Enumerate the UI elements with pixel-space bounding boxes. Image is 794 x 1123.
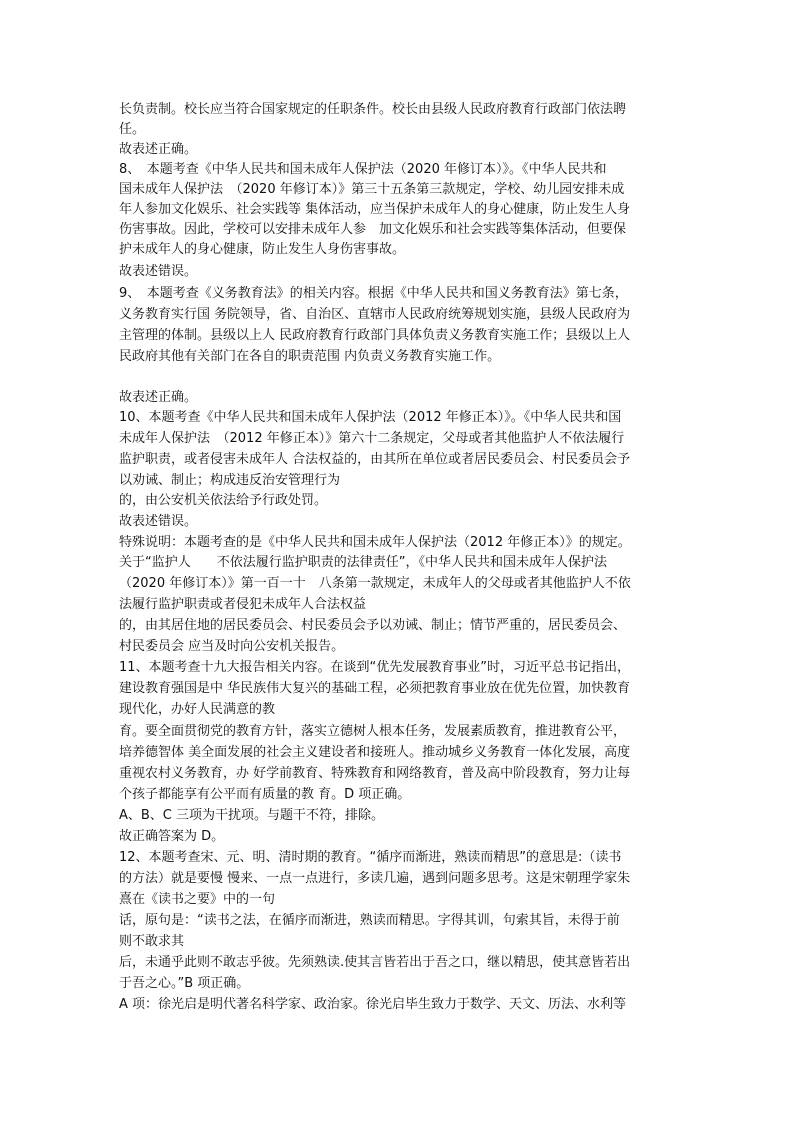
text-line: A、B、C 三项为干扰项。与题干不符，排除。 xyxy=(119,808,385,823)
text-line: 关于“监护人 不依法履行监护职责的法律责任”，《中华人民共和国未成年人保护法 xyxy=(119,555,607,570)
text-line: 个孩子都能享有公平而有质量的教 育。D 项正确。 xyxy=(119,787,411,802)
text-line: 未成年人保护法 （2012 年修正本）》第六十二条规定，父母或者其他监护人不依法履行 xyxy=(119,431,625,446)
text-line: 建设教育强国是中 华民族伟大复兴的基础工程，必须把教育事业放在优先位置，加快教育 xyxy=(119,681,631,696)
text-line: 国未成年人保护法 （2020 年修订本）》第三十五条第三款规定，学校、幼儿园安排未成 xyxy=(119,182,625,197)
text-line: 9、 本题考查《义务教育法》的相关内容。根据《中华人民共和国义务教育法》第七条， xyxy=(119,286,628,301)
text-line: 的方法）就是要慢 慢来、一点一点进行，多读几遍，遇到问题多思考。这是宋朝理学家朱 xyxy=(119,871,631,886)
text-line: 监护职责，或者侵害未成年人 合法权益的，由其所在单位或者居民委员会、村民委员会予 xyxy=(119,452,631,467)
text-line: 以劝诫、制止；构成违反治安管理行为 xyxy=(119,473,341,488)
text-line: 故表述正确。 xyxy=(119,142,198,157)
text-line: 现代化，办好人民满意的教 xyxy=(119,702,276,717)
text-line: 育。要全面贯彻党的教育方针，落实立德树人根本任务，发展素质教育，推进教育公平， xyxy=(119,724,627,739)
text-line: 11、本题考查十九大报告相关内容。在谈到“优先发展教育事业”时，习近平总书记指出， xyxy=(119,660,631,675)
text-line: 则不敢求其 xyxy=(119,934,185,949)
text-line: 故表述错误。 xyxy=(119,514,198,529)
text-line: 伤害事故。因此，学校可以安排未成年人参 加文化娱乐和社会实践等集体活动，但要保 xyxy=(119,222,627,237)
text-line: 任。 xyxy=(119,122,146,137)
text-line: 义务教育实行国 务院领导，省、自治区、直辖市人民政府统筹规划实施，县级人民政府为 xyxy=(119,307,631,322)
text-line: 护未成年人的身心健康，防止发生人身伤害事故。 xyxy=(119,242,406,257)
text-line: 话，原句是：“读书之法，在循序而渐进，熟读而精思。字得其训，句索其旨，未得于前 xyxy=(119,913,620,928)
text-line: 的，由其居住地的居民委员会、村民委员会予以劝诫、制止；情节严重的，居民委员会、 xyxy=(119,618,627,633)
text-line: 法履行监护职责或者侵犯未成年人合法权益 xyxy=(119,597,367,612)
text-line: 于吾之心。”B 项正确。 xyxy=(119,976,250,991)
text-line: （2020 年修订本）》第一百一十 八条第一款规定，未成年人的父母或者其他监护人不依 xyxy=(119,576,631,591)
text-line: 培养德智体 美全面发展的社会主义建设者和接班人。推动城乡义务教育一体化发展，高度 xyxy=(119,745,631,760)
text-line: 村民委员会 应当及时向公安机关报告。 xyxy=(119,639,345,654)
text-line: 故表述正确。 xyxy=(119,390,198,405)
text-line: 8、 本题考查《中华人民共和国未成年人保护法（2020 年修订本）》。《中华人民共和 xyxy=(119,162,607,177)
text-line: 民政府其他有关部门在各自的职责范围 内负责义务教育实施工作。 xyxy=(119,349,501,364)
text-line: 特殊说明：本题考查的是《中华人民共和国未成年人保护法（2012 年修正本）》的规定。 xyxy=(119,535,631,550)
text-line: 长负责制。校长应当符合国家规定的任职条件。校长由县级人民政府教育行政部门依法聘 xyxy=(119,102,627,117)
text-line: 故表述错误。 xyxy=(119,264,198,279)
text-line: 故正确答案为 D。 xyxy=(119,829,225,844)
text-line: 的，由公安机关依法给予行政处罚。 xyxy=(119,493,328,508)
text-line: 后，未通乎此则不敢志乎彼。先须熟读.使其言皆若出于吾之口，继以精思，使其意皆若出 xyxy=(119,955,631,970)
text-line: 熹在《读书之要》中的一句 xyxy=(119,892,276,907)
text-line: 年人参加文化娱乐、社会实践等 集体活动，应当保护未成年人的身心健康，防止发生人身 xyxy=(119,202,631,217)
text-line: 12、本题考查宋、元、明、清时期的教育。“循序而渐进，熟读而精思”的意思是:（读书 xyxy=(119,850,622,865)
text-line: A 项：徐光启是明代著名科学家、政治家。徐光启毕生致力于数学、天文、历法、水利等 xyxy=(119,997,627,1012)
text-line: 主管理的体制。县级以上人 民政府教育行政部门具体负责义务教育实施工作；县级以上人 xyxy=(119,328,631,343)
text-line: 10、本题考查《中华人民共和国未成年人保护法（2012 年修正本）》。《中华人民共和国 xyxy=(119,410,622,425)
text-line: 重视农村义务教育，办 好学前教育、特殊教育和网络教育，普及高中阶段教育，努力让每 xyxy=(119,766,631,781)
